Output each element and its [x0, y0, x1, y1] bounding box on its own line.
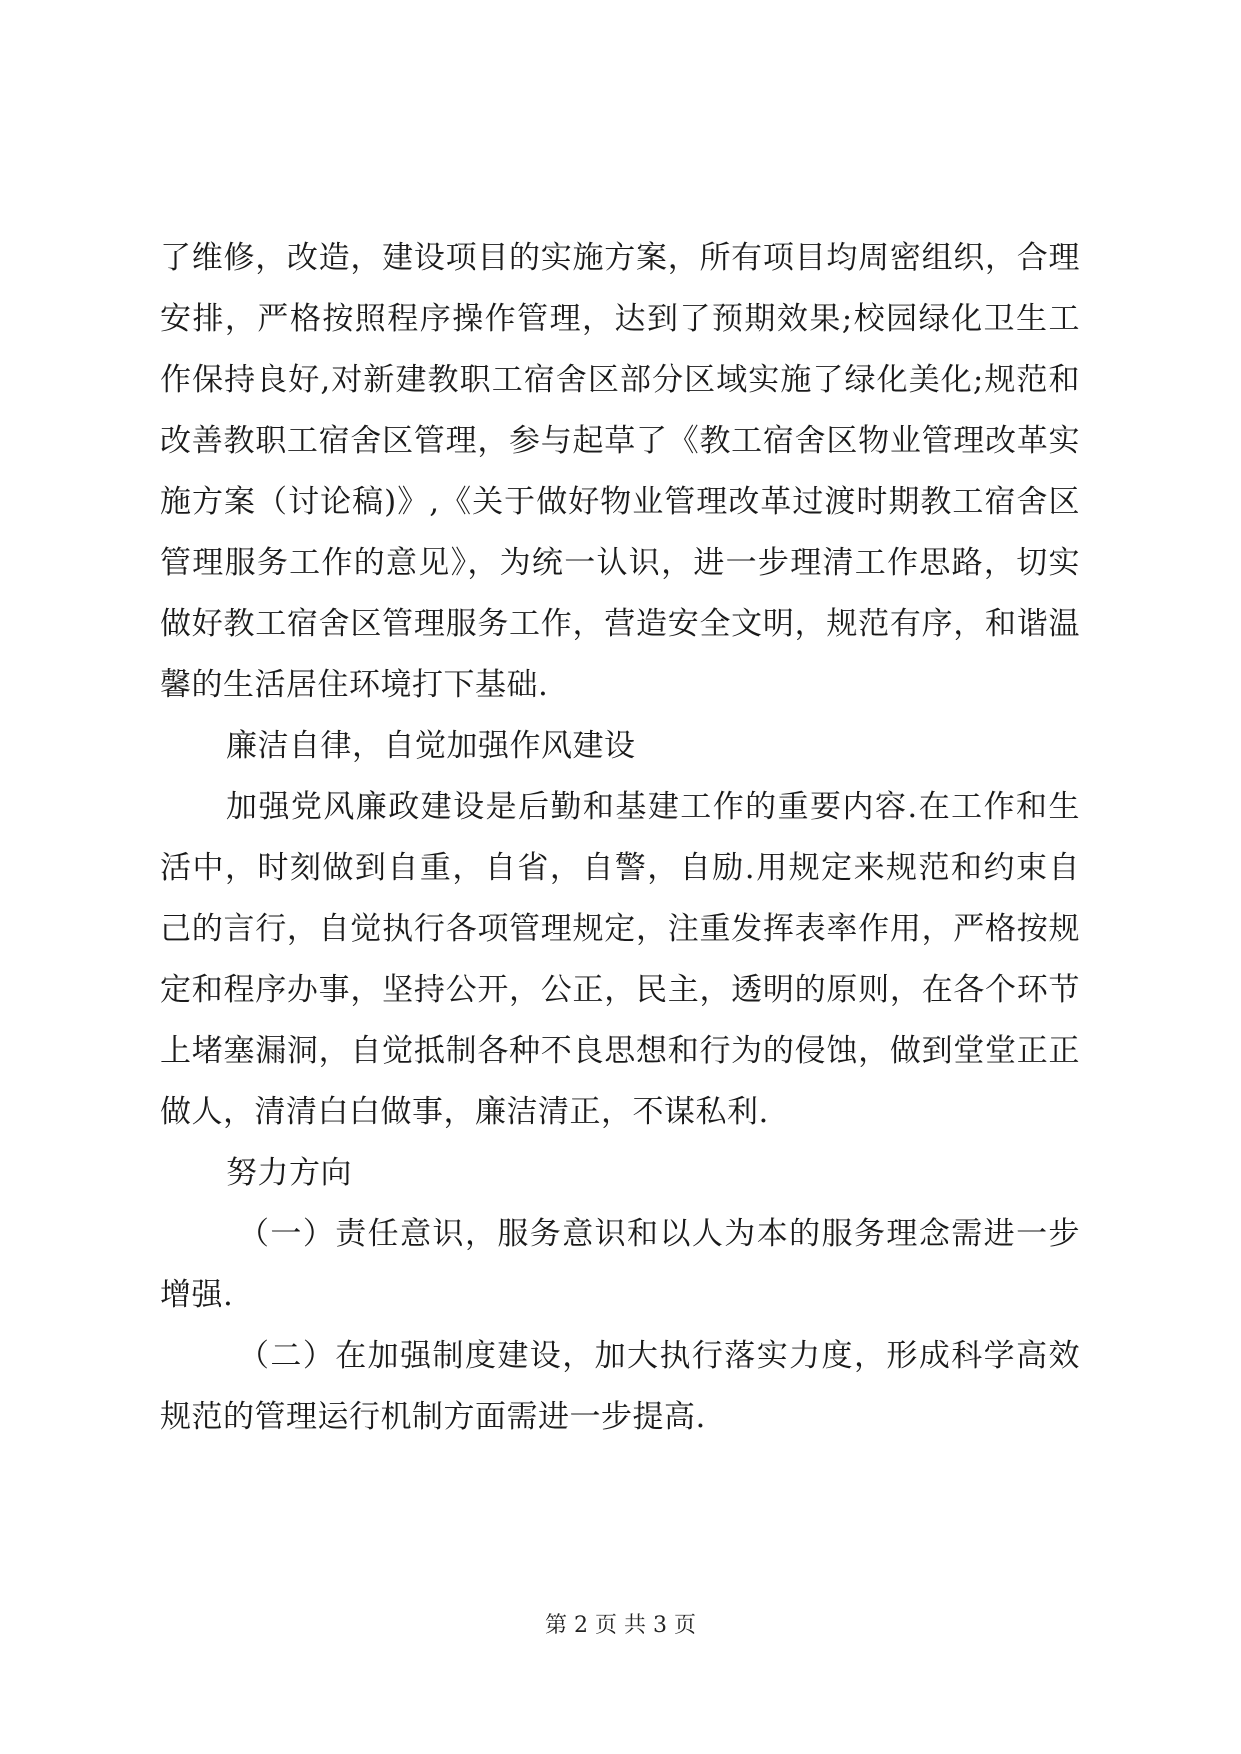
paragraph-facilities: 了维修，改造，建设项目的实施方案，所有项目均周密组织，合理安排，严格按照程序操作管理，达到了预期效果;校园绿化卫生工作保持良好,对新建教职工宿舍区部分区域实施了绿化美化;规范和改善教职工宿舍区管理，参与起草了《教工宿舍区物业管理改革实施方案（讨论稿)》,《关于做好物业管理改革过渡时期教工宿舍区管理服务工作的意见》，为统一认识，进一步理清工作思路，切实做好教工宿舍区管理服务工作，营造安全文明，规范有序，和谐温馨的生活居住环境打下基础.: [160, 240, 1080, 703]
list-item-direction-1: （一）责任意识，服务意识和以人为本的服务理念需进一步增强.: [160, 1216, 1080, 1313]
document-body: [160, 228, 1080, 1448]
paragraph-integrity: 加强党风廉政建设是后勤和基建工作的重要内容.在工作和生活中，时刻做到自重，自省，自警，自励.用规定来规范和约束自己的言行，自觉执行各项管理规定，注重发挥表率作用，严格按规定和程序办事，坚持公开，公正，民主，透明的原则，在各个环节上堵塞漏洞，自觉抵制各种不良思想和行为的侵蚀，做到堂堂正正做人，清清白白做事，廉洁清正，不谋私利.: [160, 789, 1080, 1130]
heading-integrity: 廉洁自律，自觉加强作风建设: [226, 728, 636, 764]
page-number-footer: 第 2 页 共 3 页: [545, 1613, 696, 1638]
heading-direction: 努力方向: [226, 1155, 352, 1191]
list-item-direction-2: （二）在加强制度建设，加大执行落实力度，形成科学高效规范的管理运行机制方面需进一步提高.: [160, 1338, 1080, 1435]
